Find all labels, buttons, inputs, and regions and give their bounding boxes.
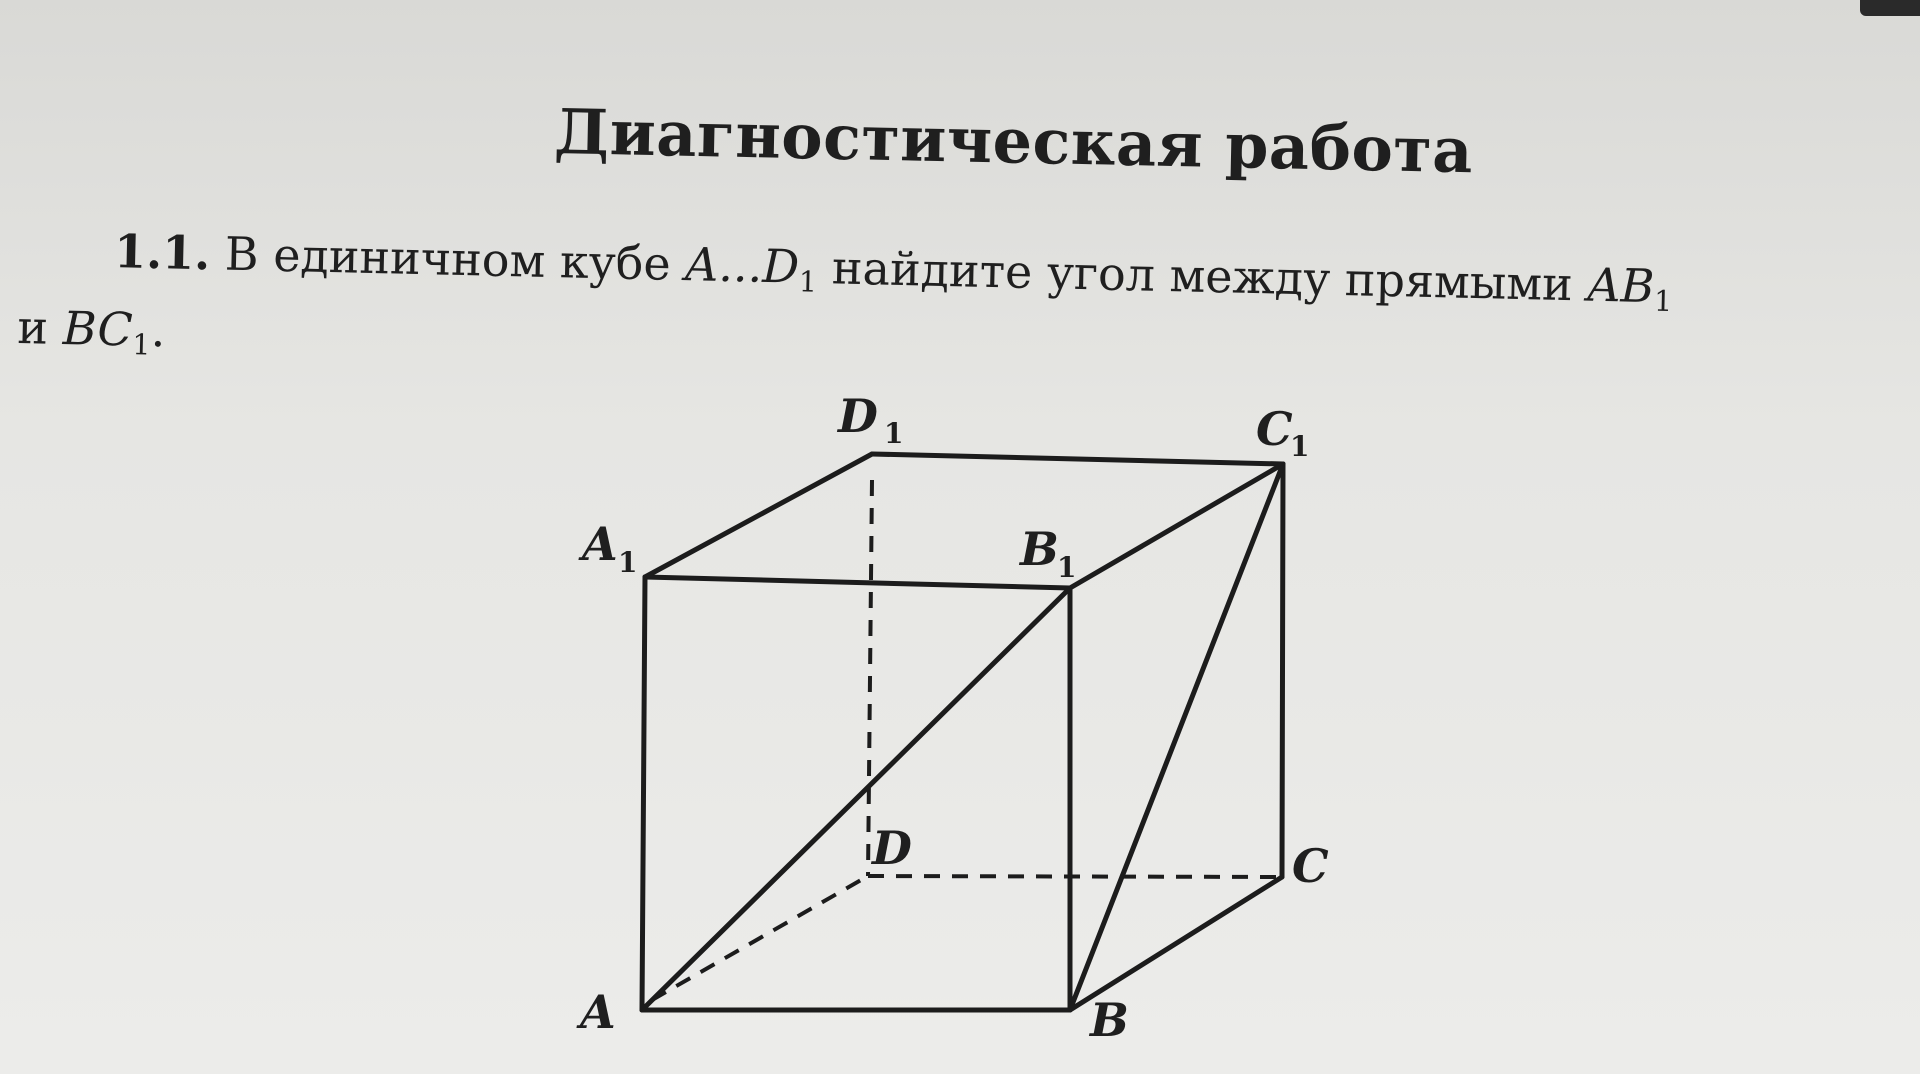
- line-bc1-text: BC: [62, 300, 134, 357]
- page-title: Диагностическая работа: [553, 95, 1474, 188]
- edge-b1-c1: [1070, 464, 1283, 588]
- vertex-label-d: D: [872, 821, 912, 875]
- vertex-label-c1: [1256, 402, 1309, 463]
- diagonal-b-c1: [1070, 464, 1283, 1010]
- vertex-label-b: B: [1090, 993, 1129, 1047]
- vertex-a1-sub: 1: [618, 546, 638, 579]
- problem-text-3: и: [16, 299, 49, 355]
- edge-c-c1: [1282, 464, 1283, 877]
- edge-a-a1: [642, 577, 645, 1010]
- line-ab1-sub: 1: [1653, 284, 1673, 319]
- problem-end: .: [150, 302, 167, 357]
- cube-name-sub: 1: [798, 265, 818, 299]
- vertex-a1-letter: A: [582, 517, 618, 571]
- problem-text-2: найдите угол между прямыми: [831, 240, 1574, 312]
- vertex-label-b1: [1018, 522, 1076, 584]
- vertex-label-a: A: [580, 985, 616, 1039]
- vertex-label-c: C: [1292, 839, 1329, 893]
- vertex-b1-letter: B: [1020, 522, 1059, 576]
- line-bc1-sub: 1: [131, 327, 151, 362]
- diagonal-a-b1: [642, 588, 1070, 1010]
- vertex-d1-sub: 1: [884, 417, 904, 450]
- edge-b-c: [1070, 877, 1282, 1010]
- problem-text-1: В единичном кубе: [224, 226, 672, 291]
- vertex-label-a1: [578, 517, 637, 579]
- vertex-c1-sub: 1: [1290, 430, 1310, 463]
- edge-a1-d1: [645, 454, 872, 577]
- problem-number: 1.1.: [113, 224, 211, 281]
- vertex-d1-letter: D: [838, 389, 878, 443]
- vertex-label-d1: [836, 389, 903, 450]
- cube-name-text: A...D: [684, 237, 800, 294]
- hidden-edge-d-d1: [868, 480, 872, 876]
- vertex-b1-sub: 1: [1057, 551, 1077, 584]
- hidden-edge-d-c: [868, 876, 1282, 877]
- vertex-c1-letter: C: [1256, 402, 1293, 456]
- edge-a1-b1: [645, 577, 1070, 588]
- edge-d1-c1: [872, 454, 1283, 464]
- line-ab1-text: AB: [1586, 257, 1656, 314]
